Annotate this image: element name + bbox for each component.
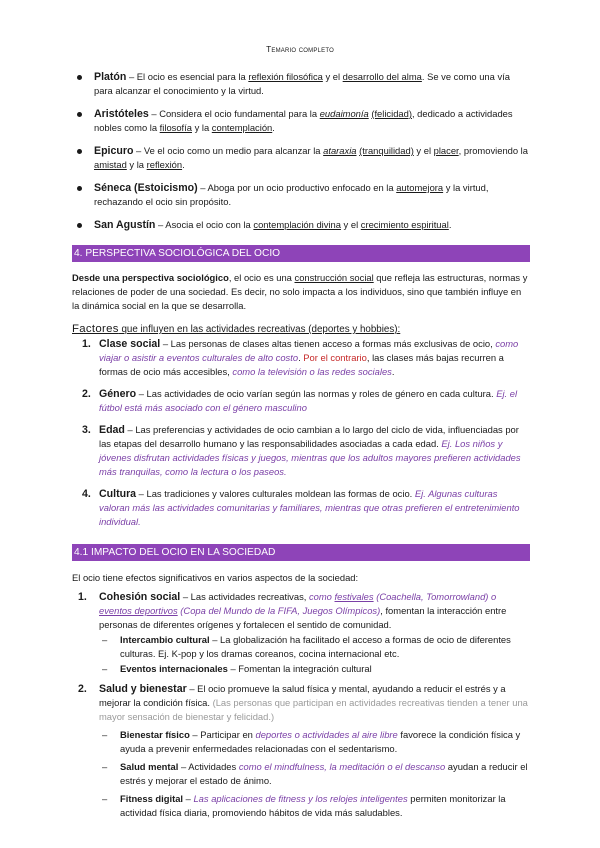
text-run: – Ve el ocio como un medio para alcanzar la [133,145,324,156]
text-run: permiten monitorizar la actividad física diaria, promoviendo hábitos de vida más saludables. [120,793,506,818]
text-run: como [308,591,335,602]
text-run: . [391,366,395,377]
section-4-1-heading: 4.1 IMPACTO DEL OCIO EN LA SOCIEDAD [72,544,530,561]
item-number: 1. [78,591,87,603]
text-run: – El ocio promueve la salud física y mental, ayudando a reducir el estrés y a mejorar la condición física. [99,683,506,708]
text-run: – Las actividades recreativas, [180,591,309,602]
text-run: contemplación divina [253,219,341,230]
bullet-item [72,144,530,172]
text-run: festivales [334,591,374,602]
text-run: . [182,159,185,170]
text-run: , promoviendo la [458,145,528,156]
impact-term: Salud y bienestar [99,683,187,695]
factor-term: Clase social [99,338,161,350]
sub-item [72,792,530,820]
text-run: y el [322,71,343,82]
impact-list [72,590,530,820]
factor-item [72,487,530,529]
factor-term: Edad [99,424,125,436]
text-run: Las aplicaciones de fitness y los relojes inteligentes [193,793,408,804]
text-run: (Copa del Mundo de la FIFA, Juegos Olímpicos) [177,605,381,616]
bullet-item [72,181,530,209]
text-run: Ej. el fútbol está más asociado con el género masculino [99,388,518,413]
sub-text: – Fomentan la integración cultural [227,663,372,674]
sub-label: Eventos internacionales [120,663,228,674]
bullet-dot-icon [77,149,82,154]
text-run: – Las tradiciones y valores culturales moldean las formas de ocio. [136,488,415,499]
text-run: deportes o actividades al aire libre [255,729,398,740]
sub-label: Intercambio cultural [120,634,210,645]
bullet-item [72,218,530,232]
text-run: – El ocio es esencial para la [126,71,249,82]
factors-heading [72,322,530,337]
bullet-dot-icon [77,186,82,191]
section-4-heading: 4. PERSPECTIVA SOCIOLÓGICA DEL OCIO [72,245,530,262]
text-run: y el [413,145,434,156]
text-run: . Se ve como una vía para alcanzar el conocimiento y la virtud. [94,71,510,96]
dash-icon: – [102,634,108,645]
text-run: Por el contrario [303,352,367,363]
sub-item [72,633,530,661]
sub-item [72,728,530,756]
text-run: (Coachella, Tomorrowland) o [373,591,497,602]
bullet-dot-icon [77,112,82,117]
text-run: Ej. Los niños y jóvenes disfrutan actividades físicas y juegos, mientras que los adultos mayores prefieren actividades más tranquilas, como la lectura o los paseos. [99,438,521,477]
dash-icon: – [102,729,108,740]
section-4-intro [72,271,530,313]
bullet-term: Epicuro [94,145,134,157]
item-number: 2. [78,683,87,695]
text-run: Ej. Algunas culturas valoran más las actividades comunitarias y familiares, mientras que otras prefieren el entretenimiento individual. [99,488,520,527]
item-number: 3. [82,424,91,436]
text-run: crecimiento espiritual [360,219,449,230]
sub-item [72,662,530,676]
text-run: (tranquilidad) [359,145,414,156]
dash-icon: – [102,663,108,674]
text-run: y la virtud, rechazando el ocio sin propósito. [94,182,489,207]
text-run: automejora [396,182,444,193]
text-run: – Actividades [178,761,239,772]
text-run: – Las preferencias y actividades de ocio cambian a lo largo del ciclo de vida, influenciadas por las etapas del desarrollo humano y las responsabilidades asociadas a cada edad. [99,424,519,449]
factors-list [72,337,530,537]
intro-lead: Desde una perspectiva sociológico [72,272,229,283]
text-run: como la televisión o las redes sociales [232,366,392,377]
text-run: . [298,352,304,363]
dash-icon: – [102,793,108,804]
text-run: (Las personas que participan en actividades recreativas tienden a tener una mayor sensación de bienestar y felicidad.) [99,697,528,722]
factor-item [72,387,530,415]
bullet-dot-icon [77,223,82,228]
sub-text: – La globalización ha facilitado el acceso a formas de ocio de diferentes culturas. Ej. K-pop y los dramas coreanos, cocina internacional etc. [120,634,511,659]
text-run: – [183,793,194,804]
text-run: . [448,219,452,230]
sub-label: Salud mental [120,761,179,772]
intro-underlined: construcción social [294,272,374,283]
bullet-term: San Agustín [94,219,156,231]
text-run: filosofía [159,122,192,133]
text-run: eventos deportivos [99,605,178,616]
bullet-term: Platón [94,71,127,83]
impact-item [72,682,530,724]
intro-text-a: , el ocio es una [228,272,295,283]
bullet-item [72,107,530,135]
sub-label: Bienestar físico [120,729,190,740]
item-number: 4. [82,488,91,500]
text-run: ataraxia [323,145,357,156]
bullet-dot-icon [77,75,82,80]
dash-icon: – [102,761,108,772]
text-run: – Considera el ocio fundamental para la [148,108,320,119]
section-4-1-intro: El ocio tiene efectos significativos en varios aspectos de la sociedad: [72,572,359,583]
impact-item [72,590,530,632]
factor-term: Cultura [99,488,137,500]
factor-item [72,337,530,379]
text-run: – Las personas de clases altas tienen acceso a formas más exclusivas de ocio, [160,338,496,349]
text-run: (felicidad) [371,108,412,119]
intro-text-b: que refleja las estructuras, normas y relaciones de poder de una sociedad. Es decir, no solo impacta a los individuos, sino que también influye en la dinámica social en la que se desarrolla. [72,272,528,311]
item-number: 2. [82,388,91,400]
text-run: y el [340,219,361,230]
text-run: ayudan a reducir el estrés y mejorar el estado de ánimo. [120,761,528,786]
item-number: 1. [82,338,91,350]
text-run: – Las actividades de ocio varían según las normas y roles de género en cada cultura. [136,388,497,399]
text-run: amistad [94,159,127,170]
impact-term: Cohesión social [99,591,181,603]
factor-item [72,423,530,479]
philosophers-list [72,70,530,241]
text-run: como viajar o asistir a eventos culturales de alto costo [99,338,519,363]
text-run: desarrollo del alma [342,71,422,82]
text-run: , fomentan la interacción entre personas de diferentes orígenes y fortalecen el sentido de comunidad. [99,605,507,630]
factors-rest: que influyen en las actividades recreativas (deportes y hobbies): [118,324,401,335]
text-run: , las clases más bajas recurren a formas de ocio más accesibles, [99,352,504,377]
bullet-term: Aristóteles [94,108,149,120]
text-run: reflexión [146,159,183,170]
text-run: y la [191,122,212,133]
text-run: favorece la condición física y ayuda a prevenir enfermedades relacionadas con el sedentarismo. [120,729,521,754]
text-run: , dedicado a actividades nobles como la [94,108,513,133]
text-run: – Asocia el ocio con la [155,219,254,230]
sub-label: Fitness digital [120,793,184,804]
sub-item [72,760,530,788]
factor-term: Género [99,388,137,400]
text-run: como el mindfulness, la meditación o el descanso [238,761,446,772]
text-run: placer [433,145,459,156]
factors-word: Factores [72,323,119,335]
text-run: eudaimonía [319,108,369,119]
bullet-term: Séneca (Estoicismo) [94,182,198,194]
bullet-item [72,70,530,98]
text-run: – Aboga por un ocio productivo enfocado en la [197,182,397,193]
running-head: Temario completo [266,44,334,54]
text-run: reflexión filosófica [248,71,323,82]
text-run: . [272,122,275,133]
text-run: contemplación [211,122,273,133]
text-run: – Participar en [189,729,256,740]
text-run: y la [126,159,147,170]
